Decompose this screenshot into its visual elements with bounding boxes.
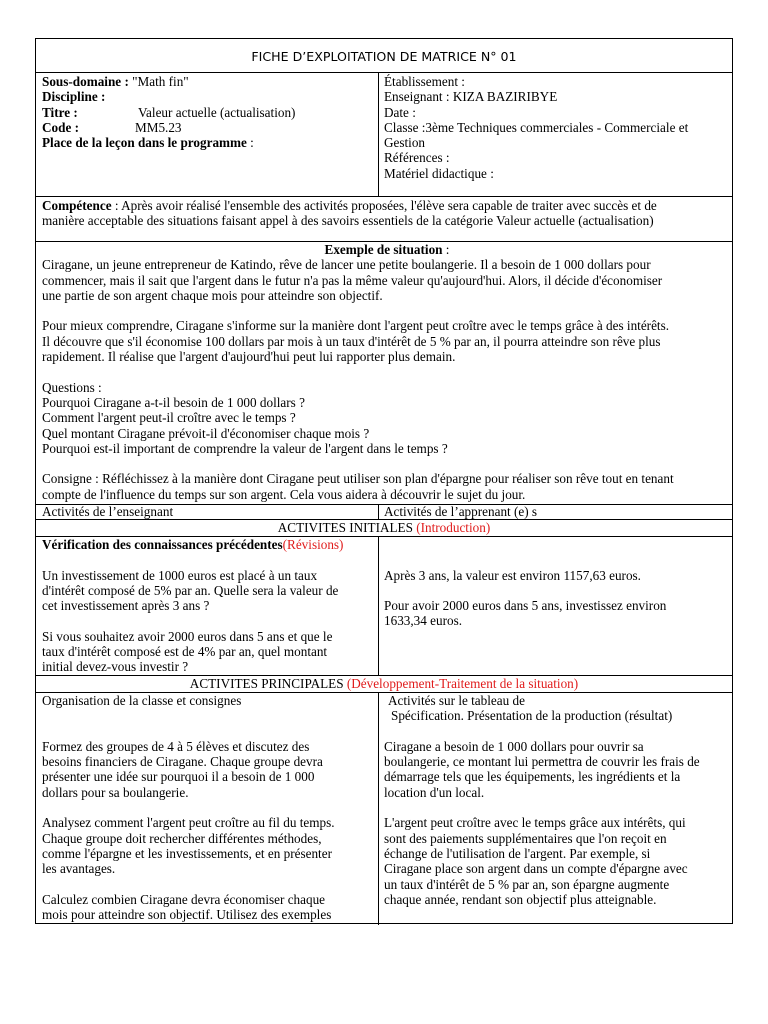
questions-label: Questions : [42, 379, 102, 395]
principales-t1-l1: Formez des groupes de 4 à 5 élèves et discutez des [42, 738, 310, 754]
principales-t2-l4: les avantages. [42, 861, 116, 877]
initiales-teacher-cell [42, 537, 376, 675]
references-field: Références : [384, 150, 450, 166]
identification-row [36, 73, 732, 197]
date-field: Date : [384, 104, 416, 120]
question-item: Quel montant Ciragane prévoit-il d'économiser chaque mois ? [42, 425, 370, 441]
learner-column-header: Activités de l’apprenant (e) s [384, 504, 538, 519]
situation-p2-l2: Il découvre que s'il économise 100 dollars par mois à un taux d'intérêt de 5 % par an, il pourra atteindre son rêve plus [42, 333, 661, 349]
principales-a2-l5: un taux d'intérêt de 5 % par an, son épargne augmente [384, 876, 670, 892]
columns-header-row [36, 505, 732, 520]
classe-field-line1: Classe :3ème Techniques commerciales - Commerciale et [384, 119, 689, 135]
principales-a1-l2: boulangerie, ce montant lui permettra de couvrir les frais de [384, 754, 700, 770]
verification-label: Vérification des connaissances précédentes [42, 537, 283, 552]
identification-right [384, 74, 730, 181]
initiales-header-row [36, 520, 732, 537]
competence-text [42, 198, 730, 229]
code-label: Code : [42, 119, 79, 135]
situation-text [42, 242, 732, 502]
principales-header-row [36, 676, 732, 693]
principales-a1-l1: Ciragane a besoin de 1 000 dollars pour ouvrir sa [384, 738, 644, 754]
principales-t3-l2: mois pour atteindre son objectif. Utilisez des exemples [42, 907, 332, 923]
initiales-a2-l1: Pour avoir 2000 euros dans 5 ans, investissez environ [384, 598, 667, 614]
teacher-column-header: Activités de l’enseignant [42, 504, 174, 519]
principales-a2-l2: sont des paiements supplémentaires que l'on reçoit en [384, 830, 667, 846]
materiel-field: Matériel didactique : [384, 165, 494, 181]
column-divider [378, 73, 379, 197]
principales-t1-l4: dollars pour sa boulangerie. [42, 784, 189, 800]
code-value: MM5.23 [135, 119, 182, 135]
initiales-a1: Après 3 ans, la valeur est environ 1157,63 euros. [384, 567, 641, 583]
classe-field-line2: Gestion [384, 135, 426, 151]
principales-t1-l3: présenter une idée sur pourquoi il a besoin de 1 000 [42, 769, 315, 785]
verification-note: (Révisions) [282, 537, 344, 552]
place-label: Place de la leçon dans le programme [42, 135, 247, 151]
situation-title: Exemple de situation [324, 242, 443, 257]
principales-t2-l2: Chaque groupe doit rechercher différentes méthodes, [42, 830, 322, 846]
consigne-line1: Consigne : Réfléchissez à la manière dont Ciragane peut utiliser son plan d'épargne pour réaliser son rêve tout en tenant [42, 471, 674, 487]
titre-value: Valeur actuelle (actualisation) [138, 104, 296, 120]
principales-title [36, 676, 732, 691]
situation-row [36, 242, 732, 505]
competence-line1: : Après avoir réalisé l'ensemble des activités proposées, l'élève sera capable de traiter avec succès et de [111, 198, 657, 213]
competence-line2: manière acceptable des situations faisant appel à des savoirs essentiels de la catégorie Valeur actuelle (actualisation) [42, 213, 654, 229]
column-divider [378, 505, 379, 520]
principales-a1-l3: démarrage tels que les équipements, les ingrédients et la [384, 769, 681, 785]
column-divider [378, 693, 379, 925]
principales-teacher-cell [42, 693, 376, 922]
lesson-sheet [35, 38, 733, 924]
initiales-title [36, 520, 732, 535]
discipline-label: Discipline : [42, 89, 106, 105]
situation-p1-l1: Ciragane, un jeune entrepreneur de Katindo, rêve de lancer une petite boulangerie. Il a besoin de 1 000 dollars pour [42, 257, 651, 273]
initiales-t1-l3: cet investissement après 3 ans ? [42, 598, 210, 614]
competence-label: Compétence [42, 198, 112, 213]
sous-domaine-value: "Math fin" [132, 74, 189, 89]
principales-content-row [36, 693, 732, 925]
principales-a2-l4: Ciragane place son argent dans un compte d'épargne avec [384, 861, 688, 877]
principales-t2-l1: Analysez comment l'argent peut croître au fil du temps. [42, 815, 335, 831]
learner-header-line2: Spécification. Présentation de la production (résultat) [391, 708, 673, 724]
initiales-t1-l1: Un investissement de 1000 euros est placé à un taux [42, 567, 318, 583]
principales-t1-l2: besoins financiers de Ciragane. Chaque groupe devra [42, 754, 323, 770]
principales-title-text: ACTIVITES PRINCIPALES [189, 676, 344, 691]
initiales-t1-l2: d'intérêt composé de 5% par an. Quelle sera la valeur de [42, 582, 339, 598]
question-item: Pourquoi est-il important de comprendre la valeur de l'argent dans le temps ? [42, 440, 448, 456]
initiales-learner-cell [384, 537, 730, 629]
place-colon: : [246, 135, 254, 151]
question-item: Pourquoi Ciragane a-t-il besoin de 1 000 dollars ? [42, 394, 305, 410]
initiales-title-text: ACTIVITES INITIALES [277, 520, 413, 535]
principales-a2-l3: échange de l'utilisation de l'argent. Par exemple, si [384, 845, 651, 861]
enseignant-field: Enseignant : KIZA BAZIRIBYE [384, 89, 558, 105]
principales-learner-cell [384, 693, 730, 907]
situation-title-colon: : [442, 242, 450, 257]
principales-t3-l1: Calculez combien Ciragane devra économiser chaque [42, 891, 326, 907]
header-row [36, 39, 732, 73]
etablissement-field: Établissement : [384, 74, 465, 89]
principales-t2-l3: comme l'épargne et les investissements, et en présenter [42, 845, 332, 861]
titre-label: Titre : [42, 104, 78, 120]
situation-p2-l3: rapidement. Il réalise que l'argent d'aujourd'hui peut lui rapporter plus demain. [42, 349, 456, 365]
sous-domaine-label: Sous-domaine : [42, 74, 129, 89]
column-divider [378, 537, 379, 676]
situation-p1-l2: commencer, mais il sait que l'argent dans le futur n'a pas la même valeur qu'aujourd'hui. Alors, il décide d'économiser [42, 272, 663, 288]
initiales-t2-l1: Si vous souhaitez avoir 2000 euros dans 5 ans et que le [42, 628, 333, 644]
initiales-content-row [36, 537, 732, 676]
initiales-a2-l2: 1633,34 euros. [384, 613, 463, 629]
initiales-t2-l2: taux d'intérêt composé est de 4% par an, quel montant [42, 644, 328, 660]
principales-a2-l1: L'argent peut croître avec le temps grâce aux intérêts, qui [384, 815, 686, 831]
identification-left [42, 74, 376, 150]
organisation-label: Organisation de la classe et consignes [42, 693, 242, 708]
initiales-subtitle: (Introduction) [416, 520, 491, 535]
principales-subtitle: (Développement-Traitement de la situation) [346, 676, 579, 691]
situation-p2-l1: Pour mieux comprendre, Ciragane s'informe sur la manière dont l'argent peut croître avec le temps grâce à des intérêts. [42, 318, 670, 334]
page-title: FICHE D’EXPLOITATION DE MATRICE N° 01 [251, 49, 517, 64]
learner-header-line1: Activités sur le tableau de [388, 693, 525, 708]
initiales-t2-l3: initial devez-vous investir ? [42, 659, 189, 675]
principales-a1-l4: location d'un local. [384, 784, 485, 800]
competence-row [36, 197, 732, 242]
principales-a2-l6: chaque année, rendant son objectif plus atteignable. [384, 891, 657, 907]
consigne-line2: compte de l'influence du temps sur son argent. Cela vous aidera à découvrir le sujet du jour. [42, 486, 526, 502]
situation-p1-l3: une partie de son argent chaque mois pour atteindre son objectif. [42, 287, 383, 303]
question-item: Comment l'argent peut-il croître avec le temps ? [42, 410, 296, 426]
